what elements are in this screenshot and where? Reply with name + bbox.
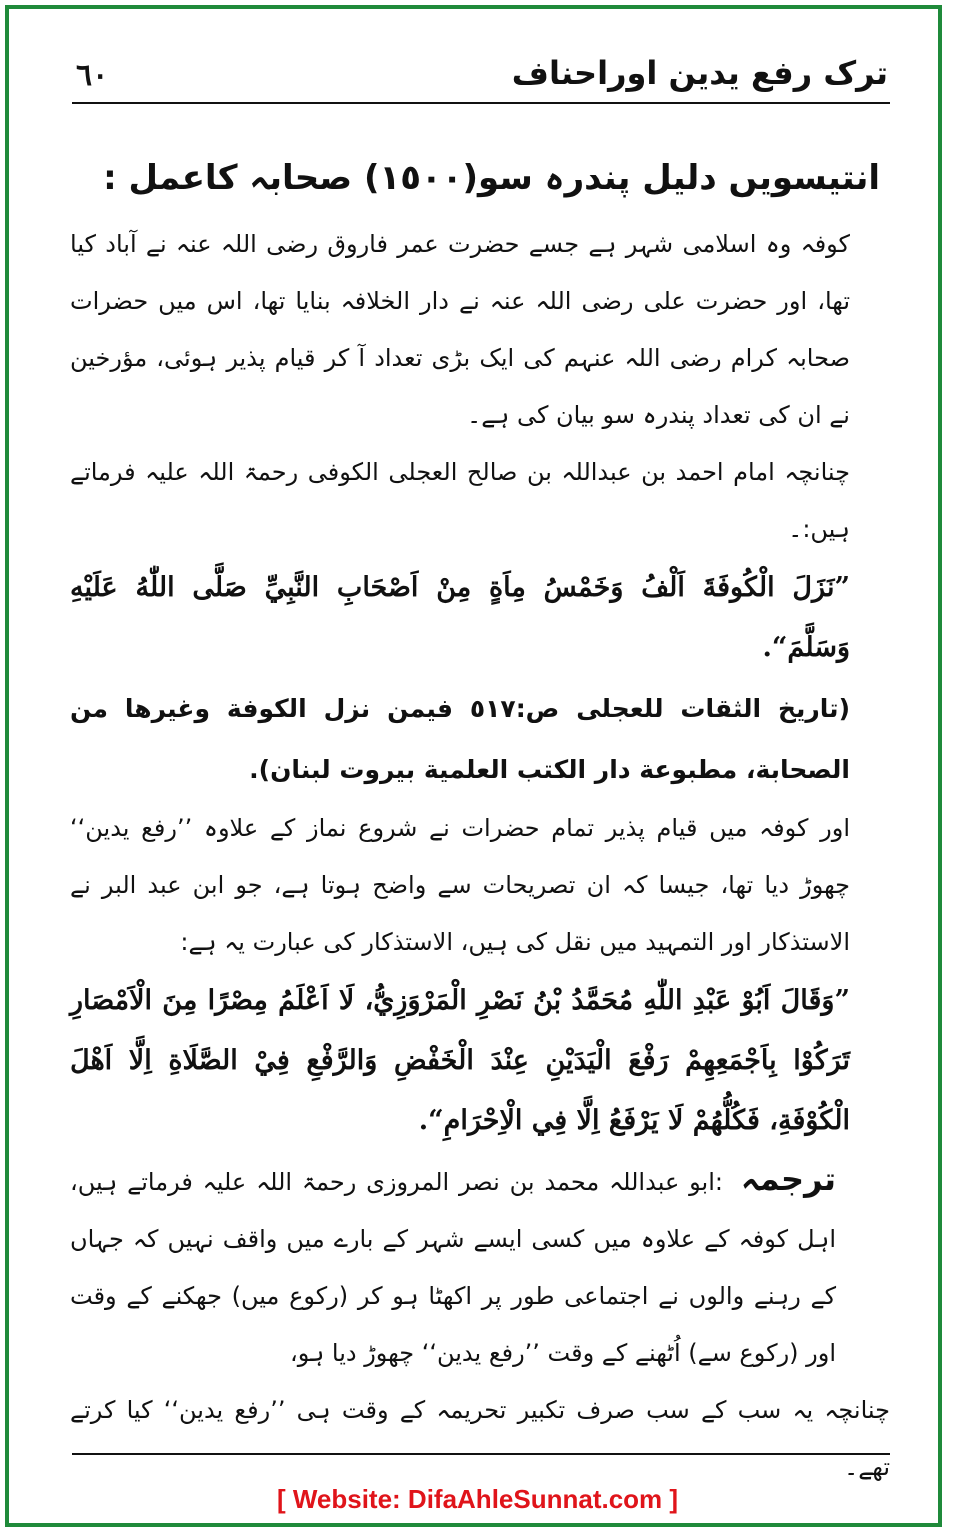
paragraph-ijli-intro: چنانچہ امام احمد بن عبداللہ بن صالح العجلی الکوفی رحمۃ اللہ علیہ فرماتے ہیں:۔ (70, 458, 850, 543)
translation-label: ترجمہ (740, 1160, 836, 1198)
section-heading: انتیسویں دلیل پندرہ سو(١٥٠٠) صحابہ کاعمل : (103, 158, 880, 198)
arabic-quote-ijli: ”نَزَلَ الْكُوفَةَ اَلْفُ وَخَمْسُ مِاَةٍ مِنْ اَصْحَابِ النَّبِيِّ صَلَّى اللّٰهُ عَلَيْهِ وَسَلَّمَ“. (70, 572, 850, 663)
translation-text: :ابو عبداللہ محمد بن نصر المروزی رحمۃ اللہ علیہ فرماتے ہیں، اہل کوفہ کے علاوہ میں کسی ایسے شہر کے بارے میں واقف نہیں کہ جہاں کے رہنے والوں نے اجتماعی طور پر اکھٹا ہو کر (رکوع میں) جھکنے کے وقت اور (رکوع سے) اُٹھنے کے وقت ’’رفع یدین‘‘ چھوڑ دیا ہو، (70, 1168, 836, 1367)
translation-paragraph (70, 1151, 890, 1382)
paragraph-conclusion: چنانچہ یہ سب کے سب صرف تکبیر تحریمہ کے وقت ہی ’’رفع یدین‘‘ کیا کرتے تھے۔ (70, 1396, 890, 1481)
reference-citation: (تاريخ الثقات للعجلی ص:٥١٧ فيمن نزل الكوفة وغيرها من الصحابة، مطبوعة دار الكتب العلمية بيروت لبنان). (70, 694, 850, 784)
page-header (72, 52, 890, 104)
arabic-quote-marwazi: ”وَقَالَ اَبُوْ عَبْدِ اللّٰهِ مُحَمَّدُ بْنُ نَصْرِ الْمَرْوَزِيُّ، لَا اَعْلَمُ مِصْرًا مِنَ الْاَمْصَارِ تَرَكُوْا بِاَجْمَعِهِمْ رَفْعَ الْيَدَيْنِ عِنْدَ الْخَفْضِ وَالرَّفْعِ فِيْ الصَّلَاةِ اِلَّا اَهْلَ الْكُوْفَةِ، فَكُلُّهُمْ لَا يَرْفَعُ اِلَّا فِي الْاِحْرَامِ“. (70, 985, 850, 1136)
paragraph-kufa: کوفہ وہ اسلامی شہر ہے جسے حضرت عمر فاروق رضی اللہ عنہ نے آباد کیا تھا، اور حضرت علی رضی اللہ عنہ نے دار الخلافہ بنایا تھا، اس میں حضرات صحابہ کرام رضی اللہ عنہم کی ایک بڑی تعداد آ کر قیام پذیر ہوئی، مؤرخین نے ان کی تعداد پندرہ سو بیان کی ہے۔ (70, 230, 850, 429)
website-footer: [ Website: DifaAhleSunnat.com ] (276, 1484, 679, 1514)
bottom-rule (72, 1453, 890, 1455)
book-title: ترک رفع یدین اوراحناف (511, 54, 888, 92)
page-number: ٦٠ (76, 58, 109, 93)
page-content (70, 130, 890, 1496)
paragraph-kufa-practice: اور کوفہ میں قیام پذیر تمام حضرات نے شروع نماز کے علاوہ ’’رفع یدین‘‘ چھوڑ دیا تھا، جیسا کہ ان تصریحات سے واضح ہوتا ہے، جو ابن عبد البر نے الاستذکار اور التمہید میں نقل کی ہیں، الاستذکار کی عبارت یہ ہے: (70, 814, 850, 956)
